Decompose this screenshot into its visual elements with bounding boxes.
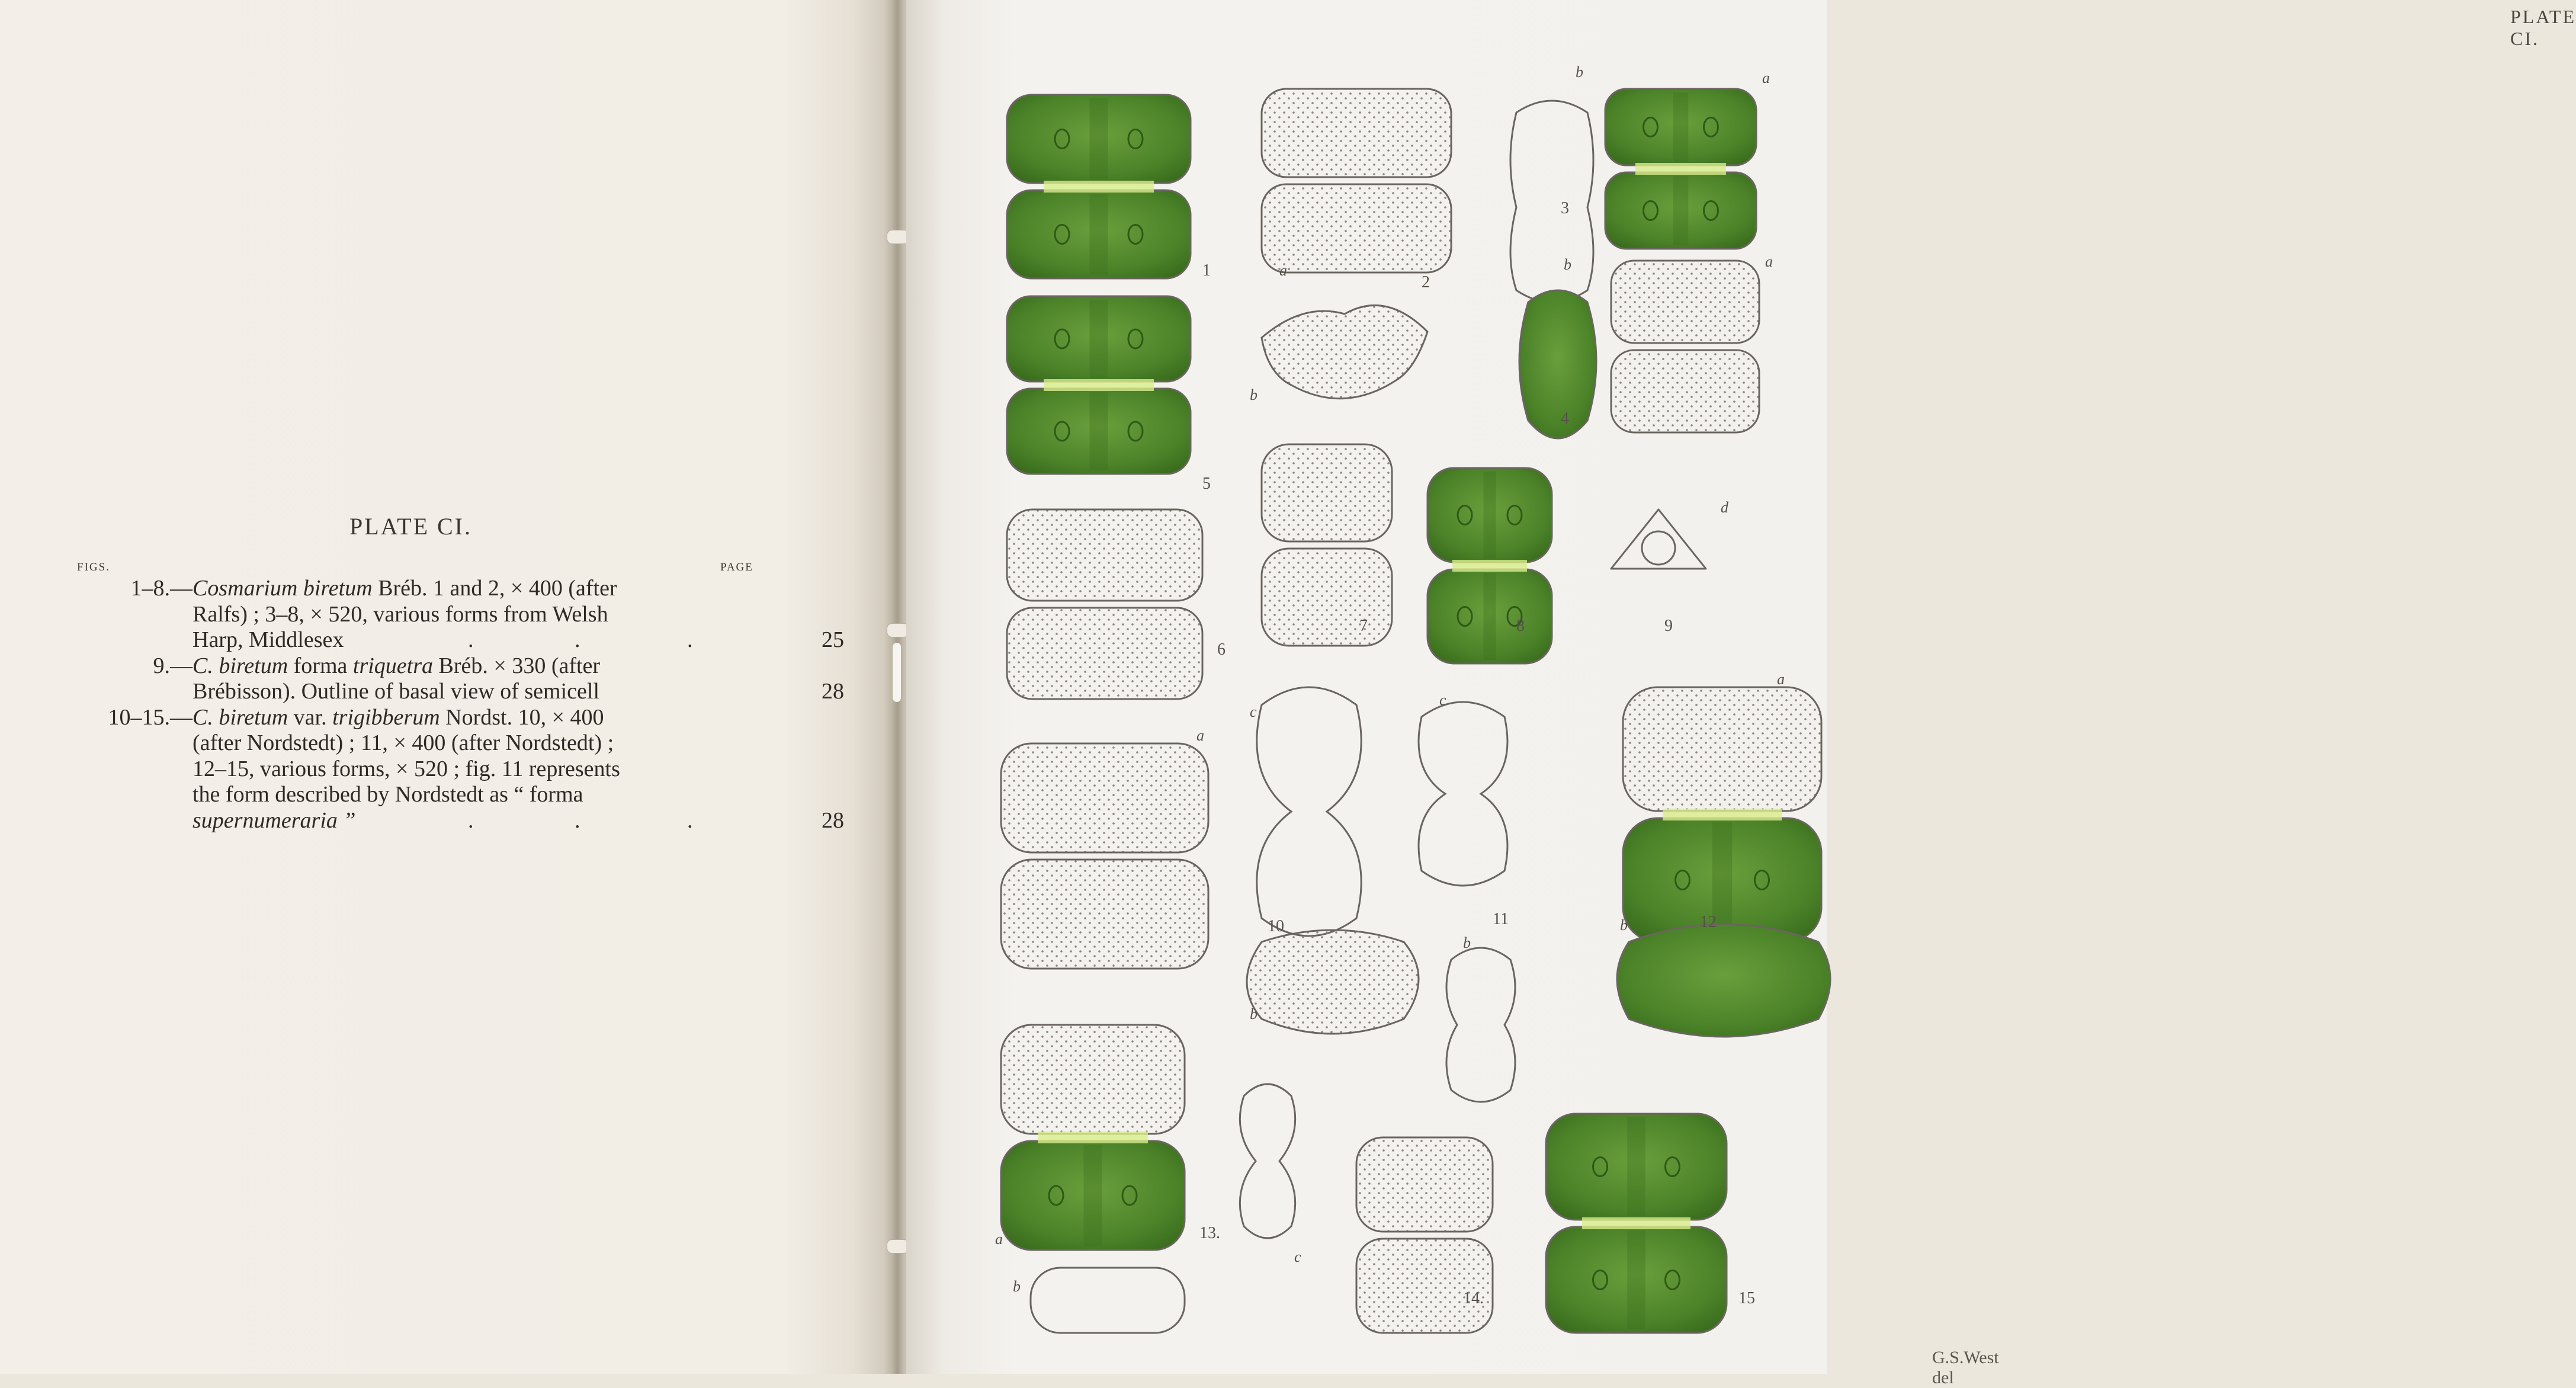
figure-13a-upper-semicell (1001, 1025, 1185, 1134)
chloroplast-band (1484, 472, 1496, 559)
artist-signature: G.S.West del (1932, 1348, 1999, 1387)
figure-3b-outline (1510, 101, 1593, 302)
figure-number: 7 (1359, 617, 1368, 635)
caption-text: trigibberum (332, 704, 440, 730)
chloroplast-band (1673, 176, 1689, 245)
figure-6-lower-semicell (1007, 608, 1202, 699)
figure-2b (1262, 305, 1427, 398)
figure-8-isthmus (1452, 560, 1527, 572)
figure-14-lower-semicell (1356, 1239, 1493, 1333)
sub-label: a (995, 1230, 1003, 1248)
page-number: 28 (822, 807, 844, 833)
caption-text: triquetra (352, 653, 434, 678)
figure-number: 15 (1738, 1289, 1755, 1307)
caption-entry (65, 704, 844, 834)
figure-11b (1446, 948, 1515, 1102)
figure-14-upper-semicell (1356, 1137, 1493, 1232)
page-number: 28 (822, 679, 844, 704)
leader-dot: . (468, 627, 474, 652)
caption-line (193, 653, 764, 679)
figure-number: 4 (1561, 409, 1569, 428)
figure-range: 1–8.— (130, 576, 193, 601)
figure-15-isthmus (1582, 1217, 1690, 1229)
figure-number: 2 (1422, 273, 1430, 291)
figure-3a-isthmus (1635, 163, 1726, 175)
figs-column-header: FIGS. (77, 561, 110, 573)
figure-2a-lower-semicell (1262, 184, 1451, 273)
caption-text: var. (288, 704, 333, 730)
sub-label: b (1250, 386, 1257, 403)
plate-figures (995, 53, 1785, 1309)
caption-line (193, 730, 764, 756)
figure-13a-isthmus (1038, 1131, 1148, 1143)
page-title: PLATE CI. (349, 513, 472, 540)
chloroplast-band (1084, 1145, 1102, 1246)
figure-10c (1257, 687, 1361, 936)
figure-number: 11 (1493, 910, 1509, 928)
figure-number: 12 (1700, 913, 1717, 931)
caption-line (193, 627, 844, 653)
sub-label: b (1564, 256, 1571, 273)
caption-text: forma (288, 653, 353, 678)
figure-number: 3 (1561, 199, 1569, 217)
caption-line (193, 679, 844, 705)
sub-label: b (1620, 916, 1628, 934)
chloroplast-band (1090, 98, 1108, 179)
leader-dot: . (468, 807, 474, 833)
caption-line (193, 807, 844, 834)
binding-gap (893, 643, 901, 702)
sub-label: c (1439, 691, 1446, 709)
figure-number: 8 (1516, 617, 1525, 635)
chloroplast-band (1484, 573, 1496, 660)
figure-7-lower-semicell (1262, 549, 1392, 646)
leader-dot: . (575, 627, 580, 652)
leader-dot: . (687, 627, 693, 652)
chloroplast-band (1090, 392, 1108, 470)
figure-number: 9 (1664, 617, 1673, 635)
figure-number: 13. (1199, 1224, 1220, 1242)
figure-number: 10 (1268, 917, 1284, 935)
figure-5-isthmus (1044, 379, 1154, 391)
figure-2a-upper-semicell (1262, 89, 1451, 177)
chloroplast-band (1627, 1117, 1645, 1216)
sub-label: b (1250, 1005, 1257, 1022)
sub-label: d (1721, 499, 1728, 516)
sub-label: a (1762, 69, 1770, 86)
page-column-header: PAGE (720, 561, 753, 573)
figure-number: 14. (1463, 1289, 1484, 1307)
caption-text: Nordst. 10, × 400 (440, 704, 604, 730)
caption-line (193, 756, 764, 783)
caption-text-italic: supernumeraria ” (193, 807, 356, 833)
caption-line (193, 705, 764, 731)
caption-line (193, 782, 764, 808)
figure-12a-upper-semicell (1623, 687, 1821, 811)
chloroplast-band (1090, 194, 1108, 275)
left-page (0, 0, 888, 1374)
figure-12a-isthmus (1663, 809, 1782, 820)
figure-10a-upper-semicell (1001, 743, 1208, 852)
caption-list (65, 576, 844, 834)
figure-7-upper-semicell (1262, 444, 1392, 541)
chloroplast-band (1090, 300, 1108, 378)
figure-6-upper-semicell (1007, 509, 1202, 601)
caption-text: C. biretum (193, 653, 288, 678)
caption-text: Ralfs) ; 3–8, × 520, various forms from Welsh (193, 601, 608, 627)
page-number: 25 (822, 627, 844, 652)
sub-label: a (1765, 253, 1773, 270)
caption-line (193, 602, 764, 628)
caption-text: Bréb. × 330 (after (433, 653, 601, 678)
caption-text: the form described by Nordstedt as “ forma (193, 782, 583, 807)
caption-entry (65, 576, 844, 653)
caption-line (193, 576, 764, 602)
figure-10a-lower-semicell (1001, 860, 1208, 969)
caption-text: Bréb. 1 and 2, × 400 (after (372, 576, 617, 601)
caption-text: (after Nordstedt) ; 11, × 400 (after Nordstedt) ; (193, 730, 614, 755)
leader-dot: . (575, 807, 580, 833)
figure-4a-upper-semicell (1611, 261, 1759, 343)
caption-text: Brébisson). Outline of basal view of semicell (193, 679, 600, 704)
figure-9d-outline (1611, 509, 1706, 569)
sub-label: a (1279, 262, 1287, 279)
figure-1-isthmus (1044, 181, 1154, 193)
figure-9d-center (1642, 531, 1675, 565)
caption-text: Cosmarium biretum (193, 576, 373, 601)
chloroplast-band (1627, 1230, 1645, 1329)
sub-label: a (1777, 671, 1785, 688)
figure-number: 1 (1202, 261, 1211, 280)
caption-text: C. biretum (193, 704, 288, 730)
sub-label: b (1576, 63, 1583, 81)
sub-label: b (1013, 1278, 1021, 1295)
figure-12b (1617, 924, 1830, 1037)
leader-dot: . (687, 807, 693, 833)
caption-entry (65, 653, 844, 705)
figure-4b (1519, 290, 1596, 438)
figure-number: 6 (1217, 640, 1226, 659)
figure-number: 5 (1202, 475, 1211, 493)
figure-4a-lower-semicell (1611, 350, 1759, 432)
sub-label: c (1250, 703, 1257, 720)
caption-text: Harp, Middlesex (193, 627, 344, 652)
sub-label: a (1196, 727, 1204, 744)
figure-range: 10–15.— (108, 704, 193, 730)
figure-10b (1247, 930, 1419, 1034)
caption-text: 12–15, various forms, × 520 ; fig. 11 represents (193, 756, 620, 781)
sub-label: c (1294, 1248, 1301, 1265)
figure-13c (1240, 1084, 1295, 1238)
sub-label: b (1463, 934, 1471, 951)
plate-title: PLATE CI. (2510, 6, 2576, 49)
figure-range: 9.— (153, 653, 193, 678)
chloroplast-band (1673, 92, 1689, 162)
figure-11c (1419, 702, 1507, 886)
caption-text (193, 808, 356, 833)
